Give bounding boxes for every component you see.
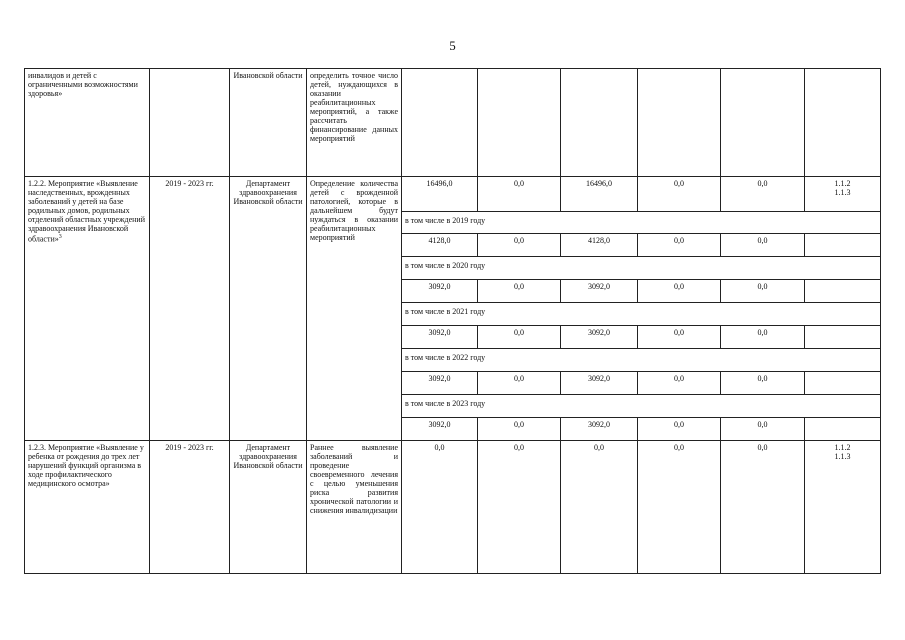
value-cell: 0,0 [721, 418, 805, 441]
value-cell: 4128,0 [402, 234, 478, 257]
value-cell: 4128,0 [561, 234, 638, 257]
executor-cell: Департамент здравоохранения Ивановской области [230, 441, 307, 574]
value-cell: 3092,0 [561, 418, 638, 441]
value-cell: 0,0 [478, 234, 561, 257]
value-cell: 0,0 [721, 372, 805, 395]
value-cell: 3092,0 [561, 372, 638, 395]
year-subheader: в том числе в 2020 году [402, 257, 881, 280]
value-cell: 0,0 [478, 441, 561, 574]
value-cell: 3092,0 [402, 372, 478, 395]
value-cell: 0,0 [638, 372, 721, 395]
value-cell: 3092,0 [402, 326, 478, 349]
page-number: 5 [449, 38, 456, 53]
value-cell: 0,0 [638, 280, 721, 303]
value-cell: 0,0 [721, 234, 805, 257]
value-cell: 0,0 [478, 280, 561, 303]
value-cell: 0,0 [721, 441, 805, 574]
executor-cell: Департамент здравоохранения Ивановской области [230, 177, 307, 441]
result-cell: Определение количества детей с врожденной патологией, которые в дальнейшем будут нуждаться в оказании реабилитационных мероприятий [307, 177, 402, 441]
year-subheader: в том числе в 2019 году [402, 212, 881, 234]
period-cell: 2019 - 2023 гг. [150, 441, 230, 574]
value-cell: 0,0 [721, 280, 805, 303]
measure-name-cell: 1.2.3. Мероприятие «Выявление у ребенка от рождения до трех лет нарушений функций организма в ходе профилактического медицинского осмотра» [25, 441, 150, 574]
period-cell: 2019 - 2023 гг. [150, 177, 230, 441]
value-cell: 3092,0 [561, 280, 638, 303]
value-cell: 0,0 [561, 441, 638, 574]
value-cell: 0,0 [638, 234, 721, 257]
period-cell [150, 69, 230, 177]
value-cell: 0,0 [478, 372, 561, 395]
year-subheader: в том числе в 2023 году [402, 395, 881, 418]
executor-cell: Ивановской области [230, 69, 307, 177]
value-cell: 0,0 [721, 177, 805, 212]
indicator-cell: 1.1.2 1.1.3 [805, 441, 881, 574]
value-cell: 3092,0 [402, 280, 478, 303]
value-cell: 0,0 [638, 441, 721, 574]
value-cell: 3092,0 [402, 418, 478, 441]
value-cell: 0,0 [402, 441, 478, 574]
value-cell: 0,0 [638, 418, 721, 441]
table-row [25, 177, 881, 212]
value-cell: 0,0 [721, 326, 805, 349]
year-subheader: в том числе в 2021 году [402, 303, 881, 326]
value-cell: 0,0 [478, 326, 561, 349]
value-cell: 0,0 [478, 177, 561, 212]
measure-name-cell: 1.2.2. Мероприятие «Выявление наследственных, врожденных заболеваний у детей на базе родильных домов, родильных отделений областных учреждений здравоохранения Ивановской области»$^3$ [25, 177, 150, 441]
value-cell: 0,0 [638, 177, 721, 212]
result-cell: определить точное число детей, нуждающихся в оказании реабилитационных мероприятий, а также рассчитать финансирование данных мероприятий [307, 69, 402, 177]
value-cell: 16496,0 [402, 177, 478, 212]
year-subheader: в том числе в 2022 году [402, 349, 881, 372]
value-cell: 0,0 [638, 326, 721, 349]
value-cell: 3092,0 [561, 326, 638, 349]
value-cell: 0,0 [478, 418, 561, 441]
table-row [25, 441, 881, 574]
table-row [25, 69, 881, 177]
result-cell: Раннее выявление заболеваний и проведение своевременного лечения с целью уменьшения риска развития хронической патологии и снижения инвалидизации [307, 441, 402, 574]
value-cell: 16496,0 [561, 177, 638, 212]
measure-name-cell: инвалидов и детей с ограниченными возможностями здоровья» [25, 69, 150, 177]
indicator-cell: 1.1.2 1.1.3 [805, 177, 881, 212]
measures-table [24, 68, 881, 574]
